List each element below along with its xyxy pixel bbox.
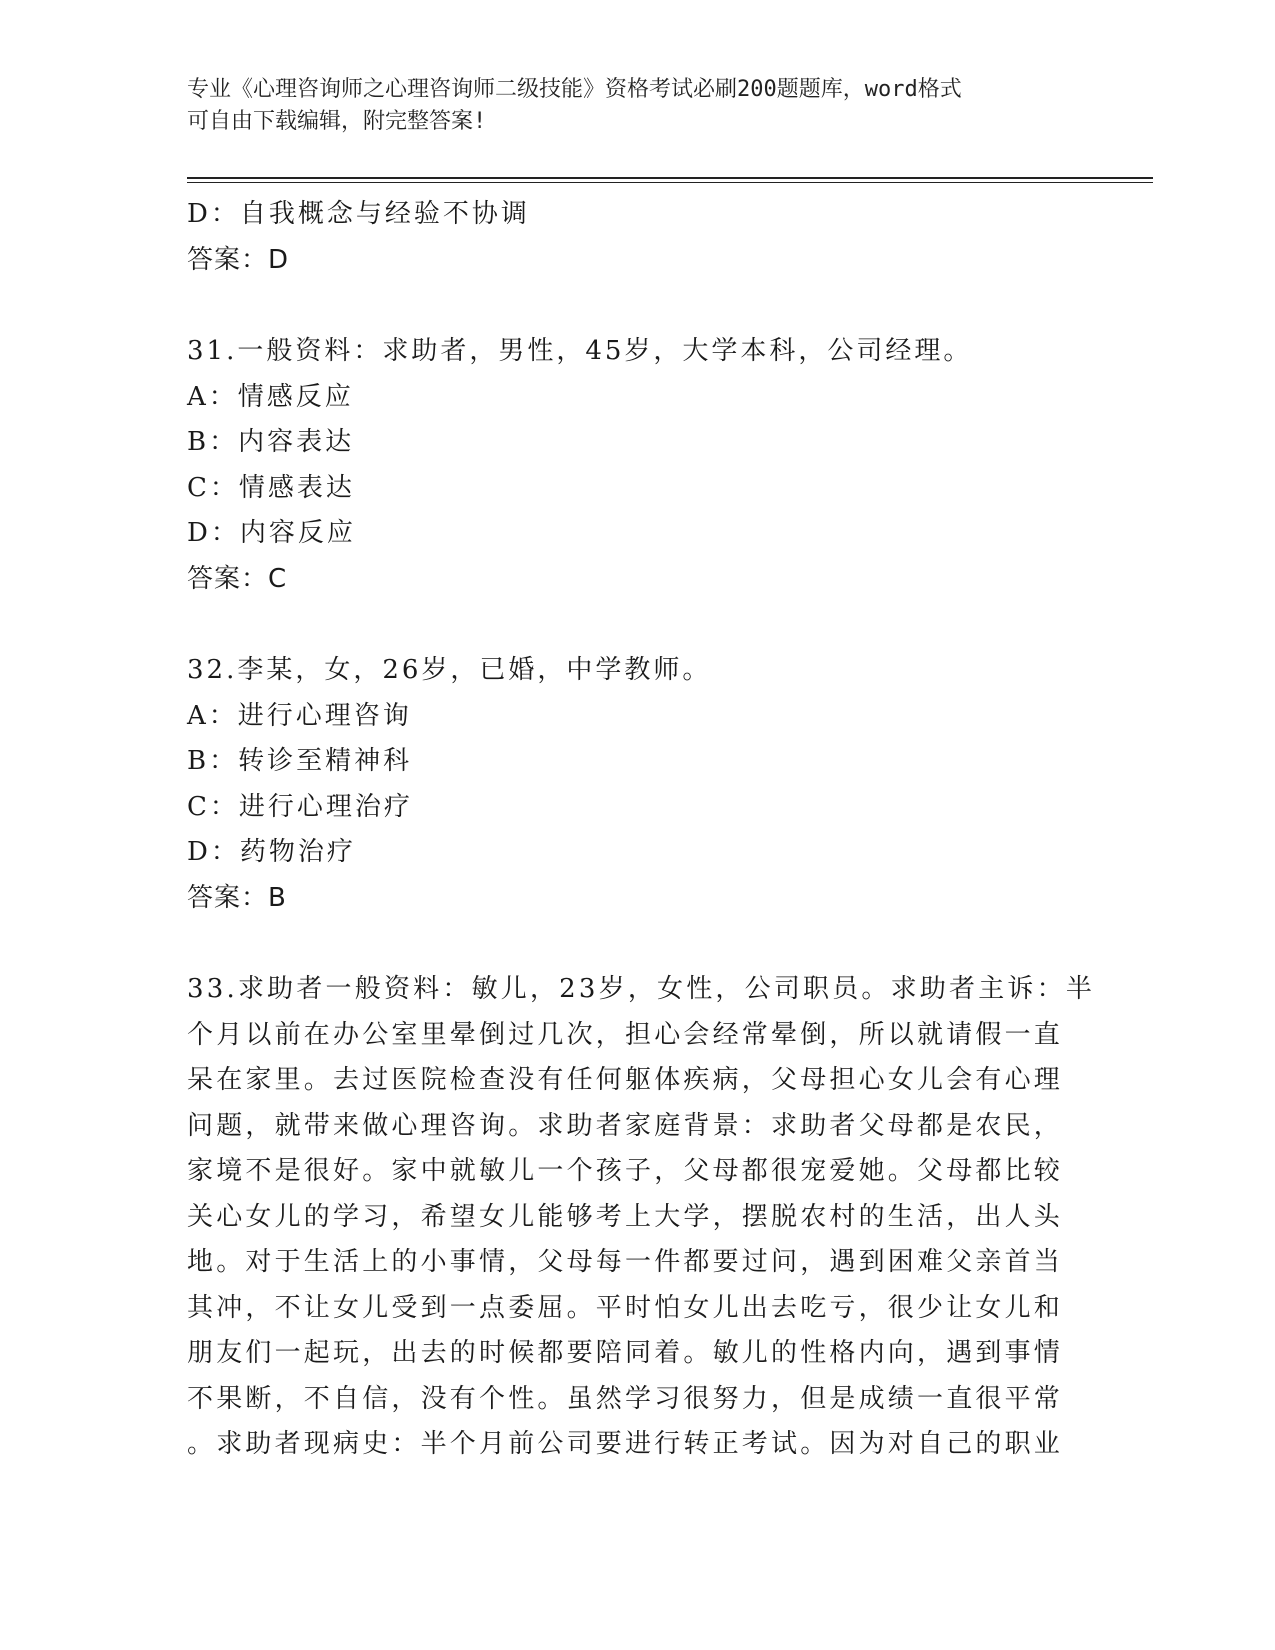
paragraph-line: 个月以前在办公室里晕倒过几次，担心会经常晕倒，所以就请假一直 — [187, 1019, 1064, 1050]
option-c: C：情感表达 — [187, 472, 355, 503]
paragraph-line: 。求助者现病史：半个月前公司要进行转正考试。因为对自己的职业 — [187, 1429, 1064, 1459]
question-32 — [187, 648, 1087, 921]
header-rule-thick — [187, 177, 1153, 179]
header-rule-thin — [187, 182, 1153, 183]
question-stem: 32.李某，女，26岁，已婚，中学教师。 — [187, 655, 712, 685]
answer: 答案：D — [187, 244, 290, 275]
option-d: D：自我概念与经验不协调 — [187, 199, 530, 229]
paragraph-line: 问题，就带来做心理咨询。求助者家庭背景：求助者父母都是农民， — [187, 1110, 1064, 1141]
paragraph-line: 其冲，不让女儿受到一点委屈。平时怕女儿出去吃亏，很少让女儿和 — [187, 1292, 1064, 1323]
paragraph-line: 关心女儿的学习，希望女儿能够考上大学，摆脱农村的生活，出人头 — [187, 1201, 1064, 1232]
question-stem: 31.一般资料：求助者，男性，45岁，大学本科，公司经理。 — [187, 336, 973, 366]
option-a: A：情感反应 — [187, 381, 354, 412]
option-c: C：进行心理治疗 — [187, 791, 413, 822]
paragraph-line: 地。对于生活上的小事情，父母每一件都要过问，遇到困难父亲首当 — [187, 1247, 1064, 1277]
previous-question-tail — [187, 192, 1087, 283]
document-body — [187, 192, 1096, 1468]
spacer — [187, 921, 1087, 967]
header-line-2: 可自由下载编辑，附完整答案! — [187, 109, 487, 134]
option-a: A：进行心理咨询 — [187, 700, 412, 731]
option-d: D：药物治疗 — [187, 837, 356, 867]
paragraph-line: 不果断，不自信，没有个性。虽然学习很努力，但是成绩一直很平常 — [187, 1383, 1064, 1414]
paragraph-line: 家境不是很好。家中就敏儿一个孩子，父母都很宠爱她。父母都比较 — [187, 1156, 1064, 1186]
answer: 答案：B — [187, 882, 287, 913]
question-33 — [187, 967, 1096, 1468]
header-line-1: 专业《心理咨询师之心理咨询师二级技能》资格考试必刷200题题库，word格式 — [187, 77, 962, 102]
answer: 答案：C — [187, 563, 288, 594]
paragraph-line: 呆在家里。去过医院检查没有任何躯体疾病，父母担心女儿会有心理 — [187, 1065, 1064, 1095]
spacer — [187, 602, 1087, 648]
option-b: B：转诊至精神科 — [187, 746, 413, 776]
option-b: B：内容表达 — [187, 427, 355, 457]
option-d: D：内容反应 — [187, 518, 356, 548]
spacer — [187, 283, 1087, 329]
paragraph-line: 33.求助者一般资料：敏儿，23岁，女性，公司职员。求助者主诉：半 — [187, 974, 1096, 1004]
paragraph-line: 朋友们一起玩，出去的时候都要陪同着。敏儿的性格内向，遇到事情 — [187, 1338, 1064, 1368]
page-header — [187, 74, 1087, 138]
question-31 — [187, 329, 1087, 602]
